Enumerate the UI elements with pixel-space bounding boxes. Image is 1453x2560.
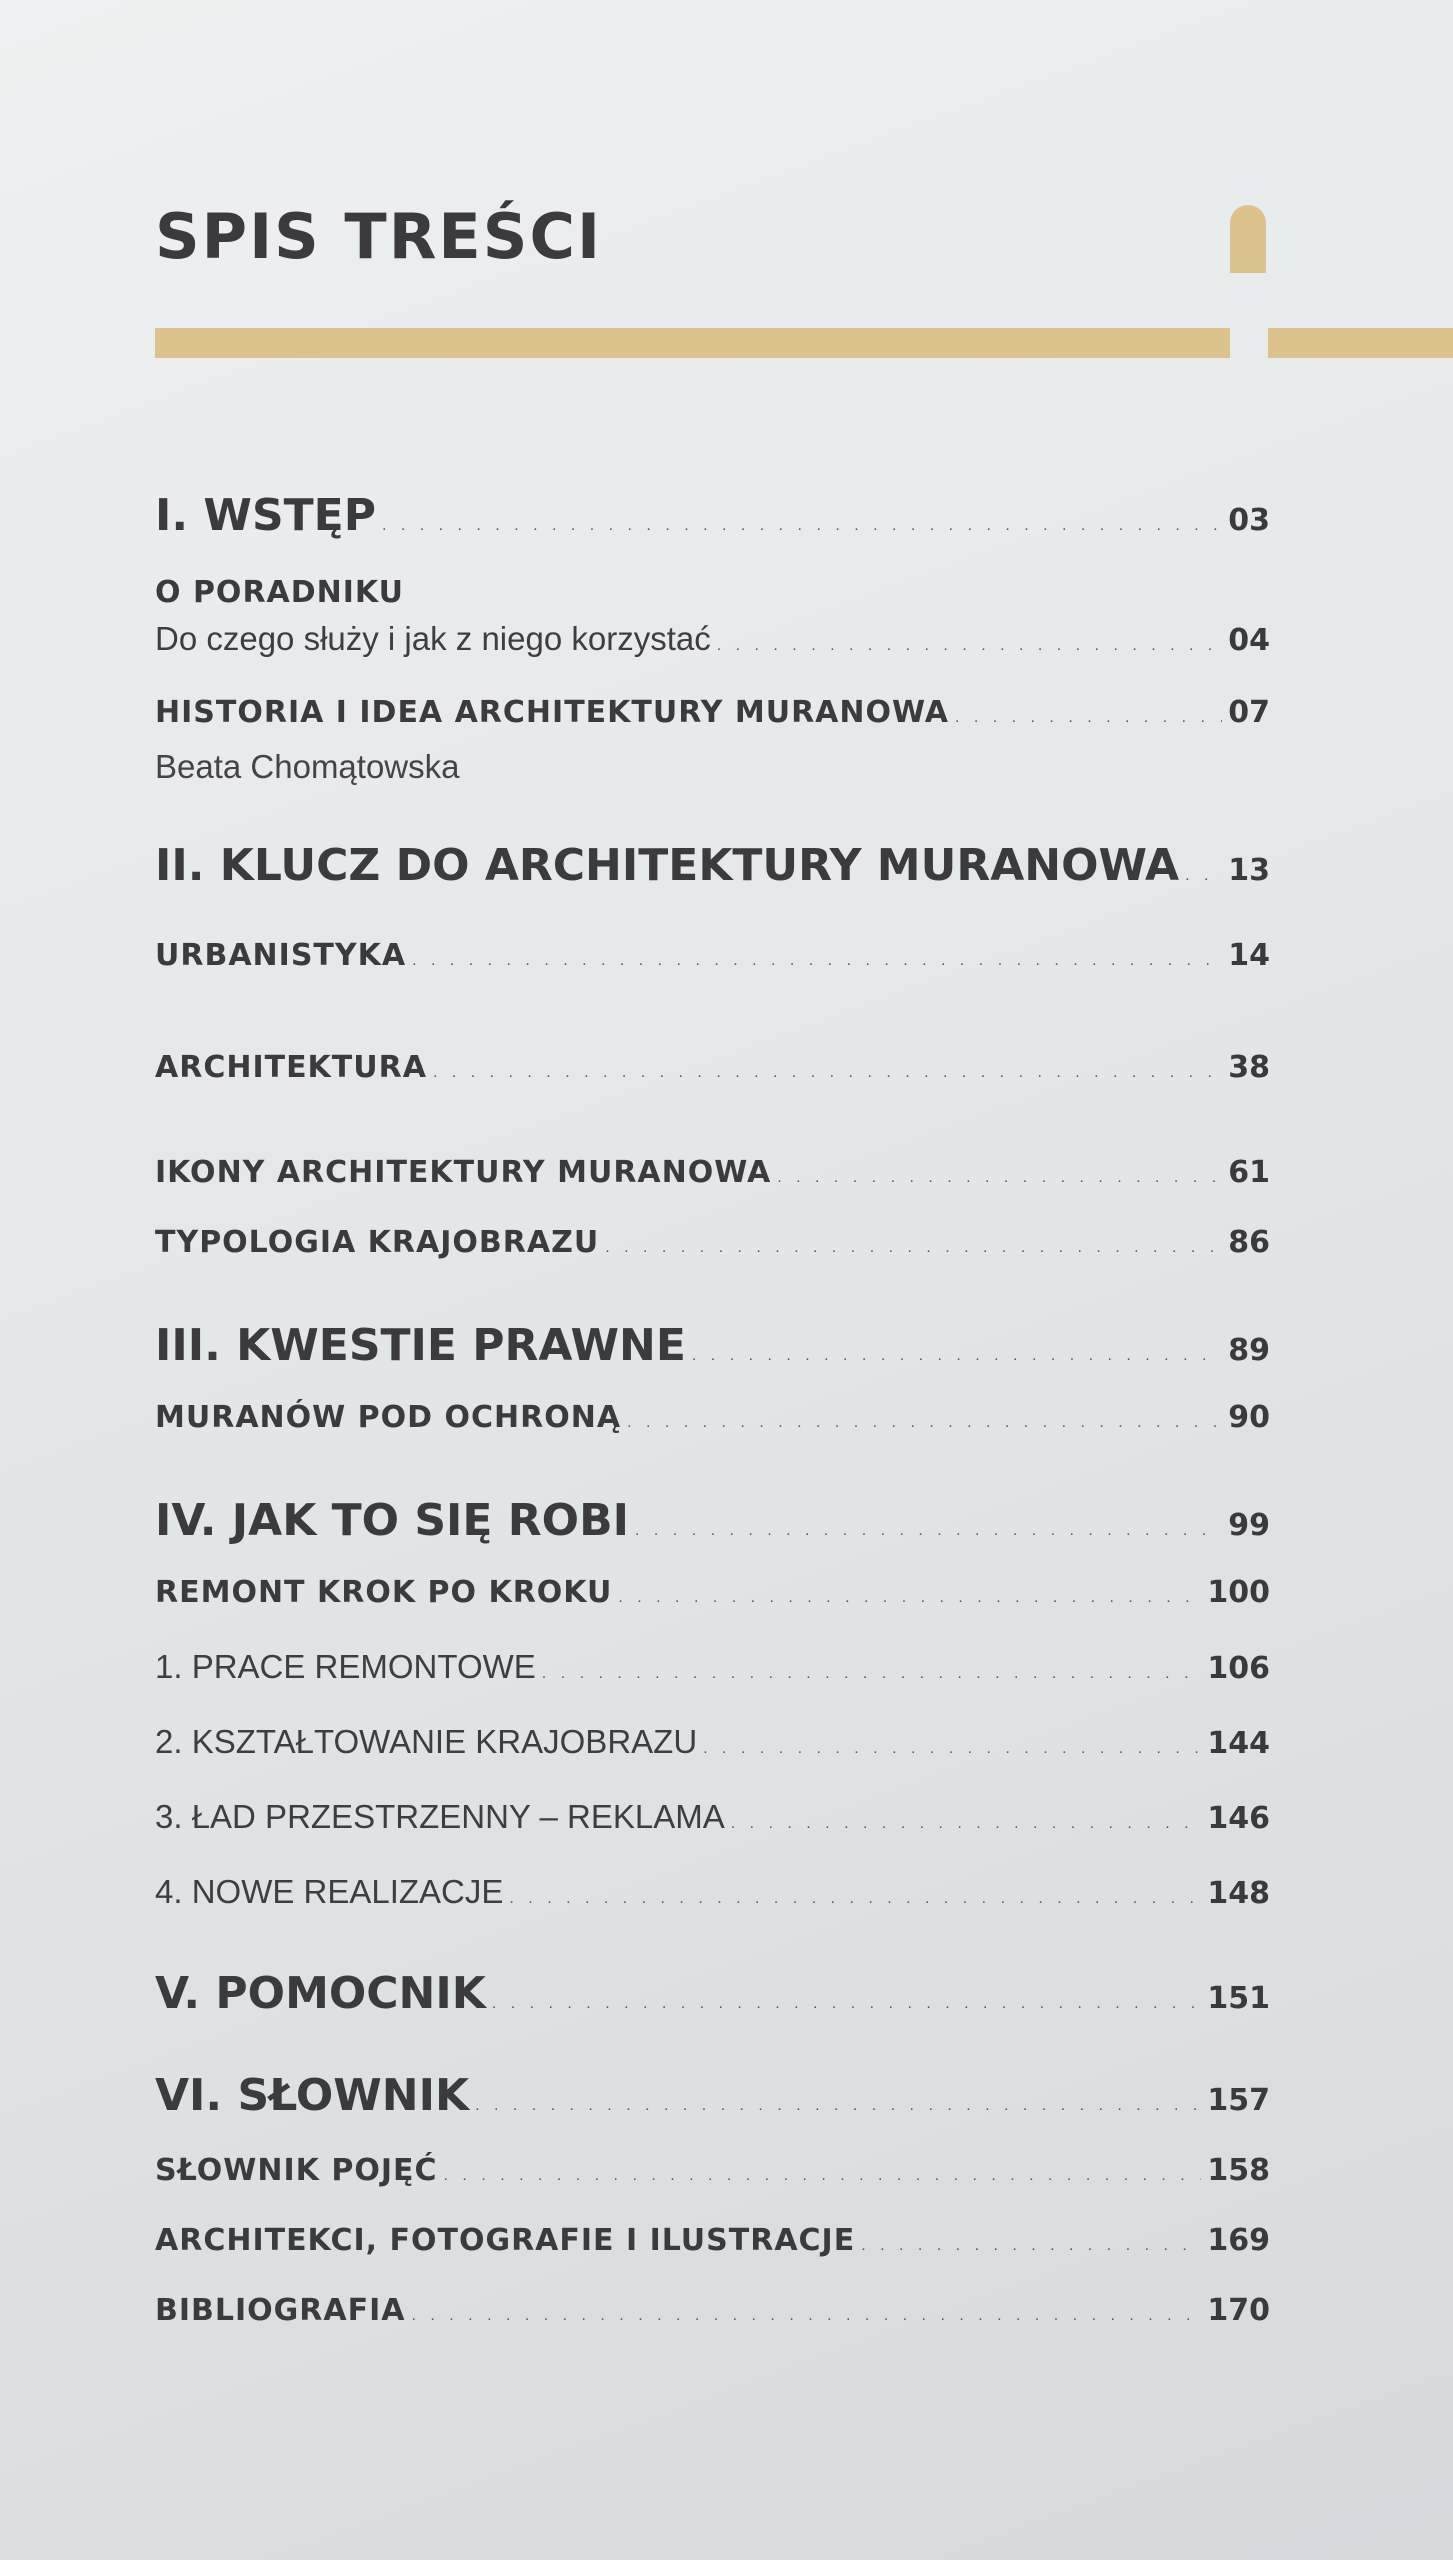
dot-leader bbox=[605, 1239, 1222, 1257]
toc-page-number: 100 bbox=[1207, 1575, 1270, 1610]
dot-leader bbox=[475, 2097, 1201, 2115]
toc-page-number: 169 bbox=[1207, 2223, 1270, 2258]
dot-leader bbox=[1185, 867, 1222, 885]
toc-entry-label: 2. KSZTAŁTOWANIE KRAJOBRAZU bbox=[155, 1723, 698, 1760]
toc-entry-label: 1. PRACE REMONTOWE bbox=[155, 1648, 536, 1685]
dot-leader bbox=[412, 952, 1222, 970]
toc-entry-subsection[interactable] bbox=[155, 1575, 1270, 1610]
toc-entry-item[interactable] bbox=[155, 1723, 1270, 1761]
toc-page-number: 38 bbox=[1228, 1050, 1270, 1085]
toc-page-number: 14 bbox=[1228, 938, 1270, 973]
dot-leader bbox=[731, 1815, 1202, 1833]
toc-entry-label: SŁOWNIK POJĘĆ bbox=[155, 2153, 438, 2188]
toc-entry-section[interactable] bbox=[155, 490, 1270, 541]
accent-tab bbox=[1230, 205, 1266, 273]
toc-entry-subsection[interactable] bbox=[155, 1400, 1270, 1435]
toc-entry-label: IV. JAK TO SIĘ ROBI bbox=[155, 1495, 629, 1546]
toc-entry-author: Beata Chomątowska bbox=[155, 748, 460, 785]
toc-entry-section[interactable] bbox=[155, 840, 1270, 891]
toc-entry-subsection[interactable] bbox=[155, 695, 1270, 730]
toc-page-number: 61 bbox=[1228, 1155, 1270, 1190]
toc-page-number: 148 bbox=[1207, 1876, 1270, 1911]
dot-leader bbox=[777, 1169, 1222, 1187]
toc-page-number: 89 bbox=[1228, 1333, 1270, 1368]
toc-entry-label: BIBLIOGRAFIA bbox=[155, 2293, 406, 2328]
accent-bar-left bbox=[155, 328, 1230, 358]
toc-entry-label: URBANISTYKA bbox=[155, 938, 407, 973]
dot-leader bbox=[955, 709, 1222, 727]
toc-entry-subsection[interactable] bbox=[155, 1225, 1270, 1260]
toc-page-number: 151 bbox=[1207, 1981, 1270, 2016]
dot-leader bbox=[412, 2307, 1202, 2325]
toc-entry-title: O PORADNIKU bbox=[155, 575, 405, 610]
toc-entry-label: HISTORIA I IDEA ARCHITEKTURY MURANOWA bbox=[155, 695, 949, 730]
toc-entry-label: MURANÓW POD OCHRONĄ bbox=[155, 1400, 622, 1435]
accent-bar-right bbox=[1268, 328, 1453, 358]
toc-entry-label: ARCHITEKCI, FOTOGRAFIE I ILUSTRACJE bbox=[155, 2223, 856, 2258]
dot-leader bbox=[692, 1347, 1222, 1365]
toc-entry-section[interactable] bbox=[155, 1495, 1270, 1546]
toc-entry-label: V. POMOCNIK bbox=[155, 1968, 486, 2019]
toc-page-number: 07 bbox=[1228, 695, 1270, 730]
toc-entry-item[interactable] bbox=[155, 1798, 1270, 1836]
dot-leader bbox=[433, 1064, 1222, 1082]
toc-page-number: 170 bbox=[1207, 2293, 1270, 2328]
toc-page-number: 157 bbox=[1207, 2083, 1270, 2118]
toc-entry-label: ARCHITEKTURA bbox=[155, 1050, 427, 1085]
toc-entry-section[interactable] bbox=[155, 1968, 1270, 2019]
dot-leader bbox=[703, 1740, 1201, 1758]
toc-entry-subsection[interactable] bbox=[155, 2223, 1270, 2258]
toc-entry-subsection[interactable] bbox=[155, 2153, 1270, 2188]
toc-page-number: 90 bbox=[1228, 1400, 1270, 1435]
dot-leader bbox=[382, 517, 1222, 535]
dot-leader bbox=[509, 1890, 1201, 1908]
toc-entry-section[interactable] bbox=[155, 1320, 1270, 1371]
toc-entry-label: III. KWESTIE PRAWNE bbox=[155, 1320, 686, 1371]
toc-entry-item[interactable] bbox=[155, 1873, 1270, 1911]
dot-leader bbox=[861, 2237, 1201, 2255]
dot-leader bbox=[627, 1414, 1222, 1432]
toc-entry-label: REMONT KROK PO KROKU bbox=[155, 1575, 613, 1610]
toc-entry-subsection[interactable] bbox=[155, 1155, 1270, 1190]
toc-entry-subsection[interactable] bbox=[155, 1050, 1270, 1085]
toc-entry-label: 3. ŁAD PRZESTRZENNY – REKLAMA bbox=[155, 1798, 725, 1835]
toc-entry-label: II. KLUCZ DO ARCHITEKTURY MURANOWA bbox=[155, 840, 1180, 891]
toc-page-number: 106 bbox=[1207, 1651, 1270, 1686]
toc-page-number: 04 bbox=[1228, 623, 1270, 658]
dot-leader bbox=[635, 1522, 1222, 1540]
toc-page-number: 158 bbox=[1207, 2153, 1270, 2188]
toc-entry-item[interactable] bbox=[155, 620, 1270, 658]
toc-page-number: 99 bbox=[1228, 1508, 1270, 1543]
toc-entry-label: IKONY ARCHITEKTURY MURANOWA bbox=[155, 1155, 772, 1190]
toc-entry-subsection[interactable] bbox=[155, 2293, 1270, 2328]
toc-entry-label: 4. NOWE REALIZACJE bbox=[155, 1873, 504, 1910]
toc-page-number: 13 bbox=[1228, 853, 1270, 888]
toc-entry-label: I. WSTĘP bbox=[155, 490, 376, 541]
toc-entry-label: VI. SŁOWNIK bbox=[155, 2070, 470, 2121]
dot-leader bbox=[444, 2167, 1202, 2185]
toc-entry-section[interactable] bbox=[155, 2070, 1270, 2121]
toc-page-number: 86 bbox=[1228, 1225, 1270, 1260]
toc-entry-label: Do czego służy i jak z niego korzystać bbox=[155, 620, 711, 657]
toc-entry-item[interactable] bbox=[155, 1648, 1270, 1686]
toc-entry-label: TYPOLOGIA KRAJOBRAZU bbox=[155, 1225, 600, 1260]
toc-page-number: 146 bbox=[1207, 1801, 1270, 1836]
toc-page-number: 144 bbox=[1207, 1726, 1270, 1761]
dot-leader bbox=[717, 637, 1223, 655]
toc-page-number: 03 bbox=[1228, 503, 1270, 538]
dot-leader bbox=[618, 1589, 1201, 1607]
page-title: SPIS TREŚCI bbox=[155, 200, 603, 273]
dot-leader bbox=[542, 1665, 1202, 1683]
toc-entry-subsection[interactable] bbox=[155, 938, 1270, 973]
dot-leader bbox=[492, 1995, 1202, 2013]
